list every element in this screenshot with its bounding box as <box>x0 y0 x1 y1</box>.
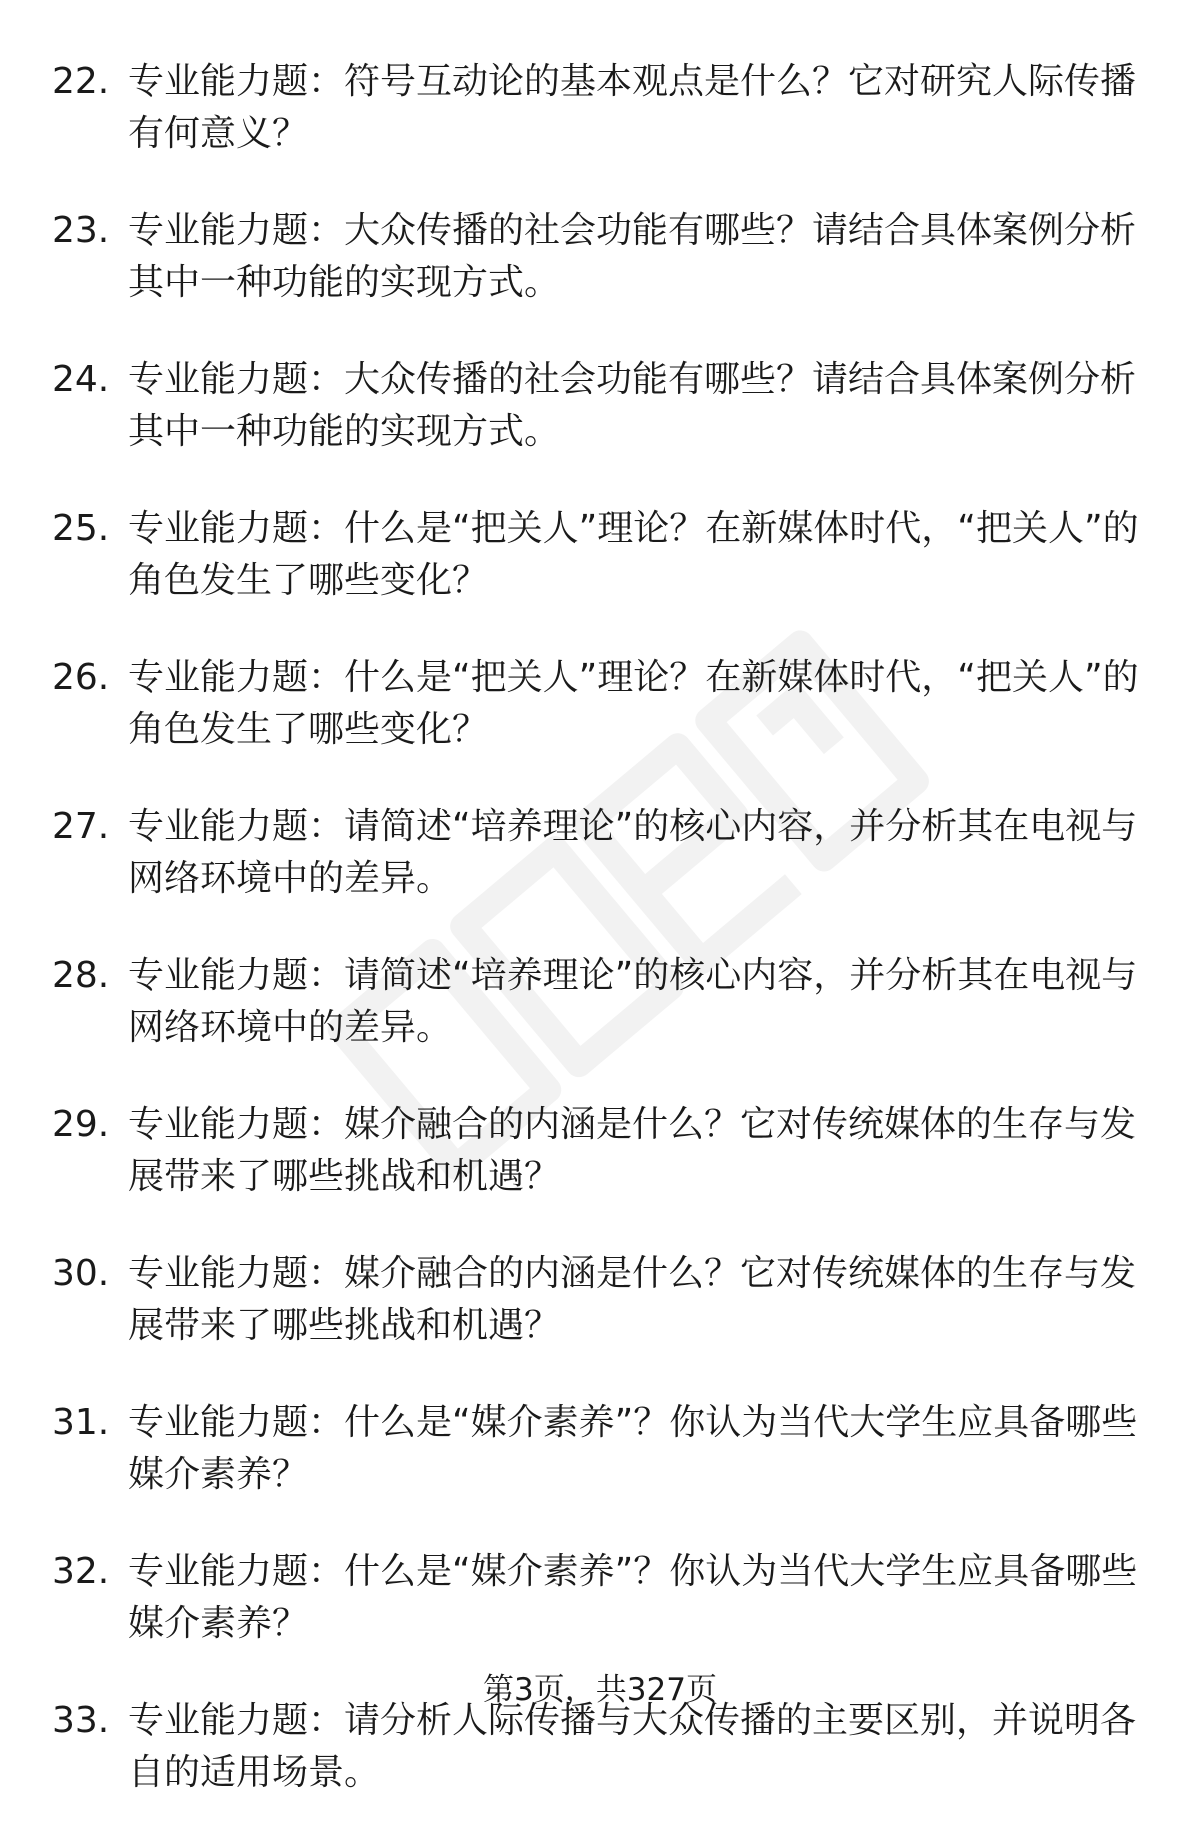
question-number: 31. <box>52 1402 110 1443</box>
question-number: 23. <box>52 210 110 251</box>
question-text: 专业能力题：请简述“培养理论”的核心内容，并分析其在电视与网络环境中的差异。 <box>128 806 1138 899</box>
question-item <box>52 56 1152 205</box>
question-item <box>52 652 1152 801</box>
question-number: 29. <box>52 1104 110 1145</box>
question-number: 26. <box>52 657 110 698</box>
question-text: 专业能力题：什么是“把关人”理论？在新媒体时代，“把关人”的角色发生了哪些变化？ <box>128 508 1139 601</box>
question-text: 专业能力题：媒介融合的内涵是什么？它对传统媒体的生存与发展带来了哪些挑战和机遇？ <box>128 1253 1137 1346</box>
page-footer: 第3页，共327页 <box>483 1672 717 1708</box>
question-item <box>52 801 1152 950</box>
question-text: 专业能力题：大众传播的社会功能有哪些？请结合具体案例分析其中一种功能的实现方式。 <box>128 210 1137 303</box>
question-text: 专业能力题：符号互动论的基本观点是什么？它对研究人际传播有何意义？ <box>128 61 1137 154</box>
question-item <box>52 503 1152 652</box>
question-number: 27. <box>52 806 110 847</box>
question-number: 32. <box>52 1551 110 1592</box>
question-list <box>52 56 1152 1844</box>
question-number: 28. <box>52 955 110 996</box>
question-item <box>52 205 1152 354</box>
question-item <box>52 354 1152 503</box>
question-number: 30. <box>52 1253 110 1294</box>
question-text: 专业能力题：什么是“媒介素养”？你认为当代大学生应具备哪些媒介素养？ <box>128 1551 1138 1644</box>
question-text: 专业能力题：请简述“培养理论”的核心内容，并分析其在电视与网络环境中的差异。 <box>128 955 1138 1048</box>
question-number: 22. <box>52 61 110 102</box>
question-text: 专业能力题：请分析人际传播与大众传播的主要区别，并说明各自的适用场景。 <box>128 1700 1137 1793</box>
question-item <box>52 950 1152 1099</box>
question-number: 33. <box>52 1700 110 1741</box>
question-text: 专业能力题：什么是“媒介素养”？你认为当代大学生应具备哪些媒介素养？ <box>128 1402 1138 1495</box>
question-item <box>52 1099 1152 1248</box>
question-number: 24. <box>52 359 110 400</box>
question-item <box>52 1397 1152 1546</box>
question-text: 专业能力题：媒介融合的内涵是什么？它对传统媒体的生存与发展带来了哪些挑战和机遇？ <box>128 1104 1137 1197</box>
question-text: 专业能力题：大众传播的社会功能有哪些？请结合具体案例分析其中一种功能的实现方式。 <box>128 359 1137 452</box>
question-number: 25. <box>52 508 110 549</box>
question-text: 专业能力题：什么是“把关人”理论？在新媒体时代，“把关人”的角色发生了哪些变化？ <box>128 657 1139 750</box>
question-item <box>52 1695 1152 1844</box>
question-item <box>52 1248 1152 1397</box>
